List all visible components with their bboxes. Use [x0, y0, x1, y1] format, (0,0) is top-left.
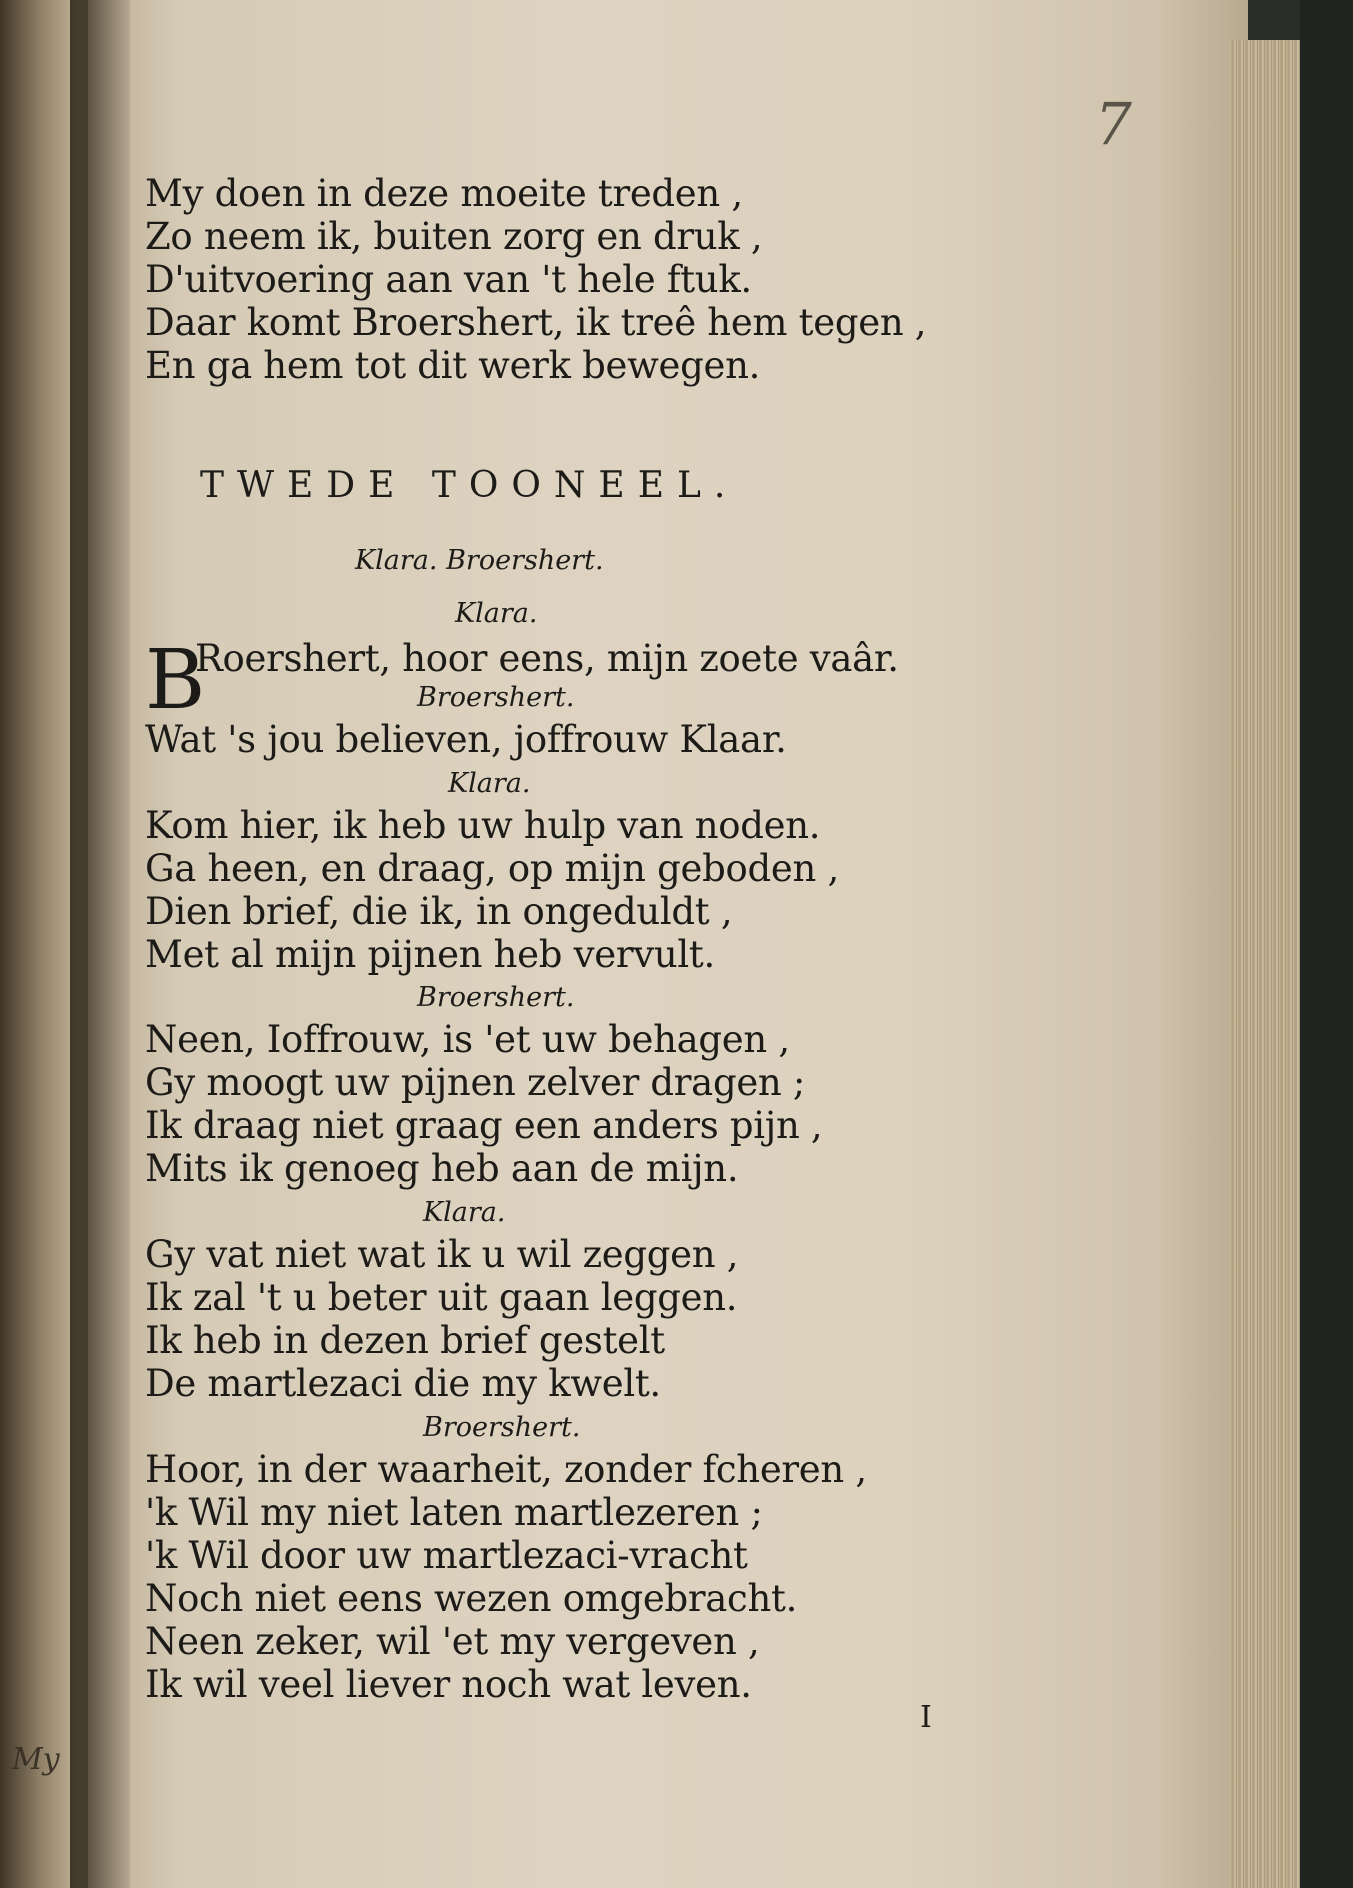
verse-line: My doen in deze moeite treden ,: [145, 172, 743, 215]
verse-line: D'uitvoering aan van 't hele ftuk.: [145, 258, 752, 301]
drop-cap: B: [145, 633, 206, 728]
character-list: Klara. Broershert.: [355, 545, 604, 576]
verse-line: Ik zal 't u beter uit gaan leggen.: [145, 1276, 738, 1319]
verse-line: Mits ik genoeg heb aan de mijn.: [145, 1147, 739, 1190]
verse-line: Roershert, hoor eens, mijn zoete vaâr.: [195, 637, 899, 680]
left-page-text: My: [12, 1742, 60, 1777]
verse-line: Noch niet eens wezen omgebracht.: [145, 1577, 798, 1620]
verse-line: Neen, Ioffrouw, is 'et uw behagen ,: [145, 1018, 790, 1061]
speaker-name: Klara.: [455, 598, 538, 629]
verse-line: En ga hem tot dit werk bewegen.: [145, 344, 761, 387]
speaker-name: Broershert.: [423, 1412, 581, 1443]
verse-line: 'k Wil my niet laten martlezeren ;: [145, 1491, 763, 1534]
verse-line: Met al mijn pijnen heb vervult.: [145, 933, 715, 976]
signature-mark: I: [920, 1700, 932, 1735]
speaker-name: Broershert.: [417, 982, 575, 1013]
verse-line: Ik wil veel liever noch wat leven.: [145, 1663, 752, 1706]
verse-line: Ik heb in dezen brief gestelt: [145, 1319, 665, 1362]
verse-line: Gy moogt uw pijnen zelver dragen ;: [145, 1061, 806, 1104]
verse-line: De martlezaci die my kwelt.: [145, 1362, 661, 1405]
verse-line: Hoor, in der waarheit, zonder fcheren ,: [145, 1448, 867, 1491]
page-number: 7: [1095, 90, 1132, 158]
speaker-name: Broershert.: [417, 682, 575, 713]
verse-line: Dien brief, die ik, in ongeduldt ,: [145, 890, 733, 933]
background-dark: [1300, 0, 1353, 1888]
verse-line: 'k Wil door uw martlezaci-vracht: [145, 1534, 748, 1577]
verse-line: Wat 's jou believen, joffrouw Klaar.: [145, 718, 787, 761]
verse-line: Daar komt Broershert, ik treê hem tegen ,: [145, 301, 927, 344]
verse-line: Ga heen, en draag, op mijn geboden ,: [145, 847, 839, 890]
verse-line: Kom hier, ik heb uw hulp van noden.: [145, 804, 821, 847]
verse-line: Zo neem ik, buiten zorg en druk ,: [145, 215, 763, 258]
book-gutter: [70, 0, 130, 1888]
verse-line: Neen zeker, wil 'et my vergeven ,: [145, 1620, 760, 1663]
speaker-name: Klara.: [448, 768, 531, 799]
scene-heading: TWEDE TOONEEL.: [200, 465, 739, 506]
verse-line: Gy vat niet wat ik u wil zeggen ,: [145, 1233, 739, 1276]
page-stack-edge: [1230, 40, 1308, 1888]
verse-line: Ik draag niet graag een anders pijn ,: [145, 1104, 823, 1147]
speaker-name: Klara.: [423, 1197, 506, 1228]
